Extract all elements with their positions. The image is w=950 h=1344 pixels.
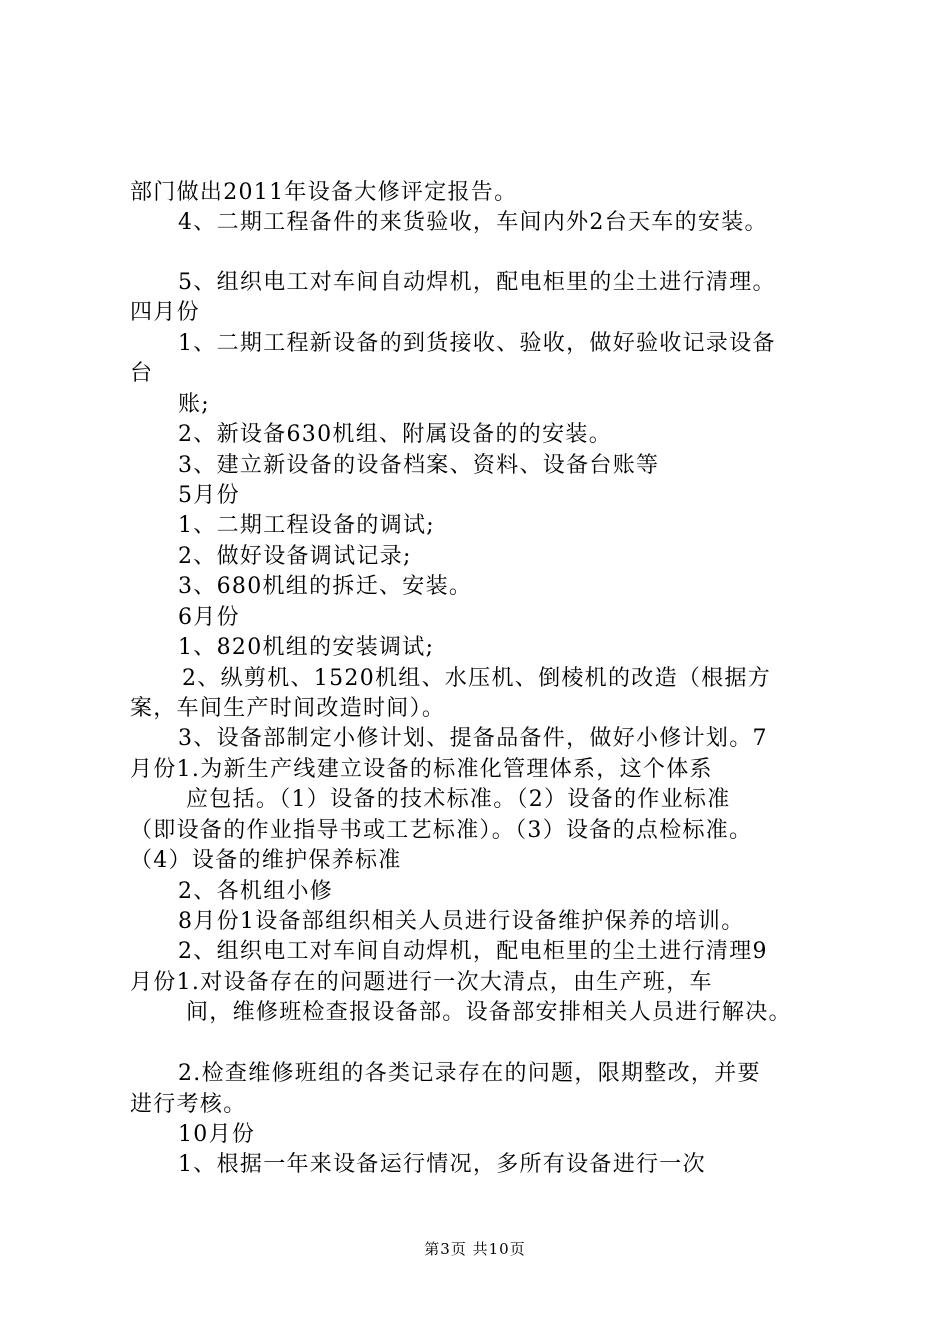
text-line-30: 10月份 — [178, 1122, 256, 1147]
text-line-28: 2.检查维修班组的各类记录存在的问题，限期整改，并要 — [178, 1061, 761, 1086]
text-line-20: 应包括。（1）设备的技术标准。（2）设备的作业标准 — [186, 787, 731, 812]
text-line-10: 5月份 — [178, 483, 240, 508]
text-line-2: 4、二期工程备件的来货验收，车间内外2台天车的安装。 — [178, 210, 768, 235]
text-line-26: 月份1.对设备存在的问题进行一次大清点，由生产班，车 — [130, 970, 713, 995]
text-line-13: 3、680机组的拆迁、安装。 — [178, 574, 473, 599]
text-line-18: 3、设备部制定小修计划、提备品备件，做好小修计划。7 — [178, 726, 768, 751]
text-line-16: 2、纵剪机、1520机组、水压机、倒棱机的改造（根据方 — [182, 666, 772, 691]
text-line-15: 1、820机组的安装调试; — [178, 635, 435, 660]
text-line-21: （即设备的作业指导书或工艺标准）。（3）设备的点检标准。 — [130, 818, 753, 843]
text-line-24: 8月份1设备部组织相关人员进行设备维护保养的培训。 — [178, 909, 745, 934]
text-line-12: 2、做好设备调试记录; — [178, 544, 412, 569]
text-line-22: （4）设备的维护保养标准 — [130, 848, 402, 873]
text-line-5: 1、二期工程新设备的到货接收、验收，做好验收记录设备 — [178, 331, 776, 356]
text-line-9: 3、建立新设备的设备档案、资料、设备台账等 — [178, 453, 660, 478]
page-footer: 第3页 共10页 — [424, 1240, 526, 1258]
text-line-29: 进行考核。 — [130, 1092, 247, 1117]
text-line-7: 账; — [178, 392, 211, 417]
text-line-14: 6月份 — [178, 605, 240, 630]
text-line-31: 1、根据一年来设备运行情况，多所有设备进行一次 — [178, 1152, 706, 1177]
text-line-23: 2、各机组小修 — [178, 879, 334, 904]
text-line-17: 案，车间生产时间改造时间）。 — [130, 696, 446, 721]
text-line-11: 1、二期工程设备的调试; — [178, 513, 436, 538]
text-line-4: 四月份 — [130, 300, 200, 325]
text-line-8: 2、新设备630机组、附属设备的的安装。 — [178, 422, 612, 447]
text-line-3: 5、组织电工对车间自动焊机，配电柜里的尘土进行清理。 — [178, 270, 776, 295]
text-line-19: 月份1.为新生产线建立设备的标准化管理体系，这个体系 — [130, 757, 713, 782]
text-line-6: 台 — [130, 361, 154, 386]
text-line-27: 间，维修班检查报设备部。设备部安排相关人员进行解决。 — [186, 1000, 792, 1025]
text-line-1: 部门做出2011年设备大修评定报告。 — [130, 180, 518, 205]
text-line-25: 2、组织电工对车间自动焊机，配电柜里的尘土进行清理9 — [178, 939, 768, 964]
